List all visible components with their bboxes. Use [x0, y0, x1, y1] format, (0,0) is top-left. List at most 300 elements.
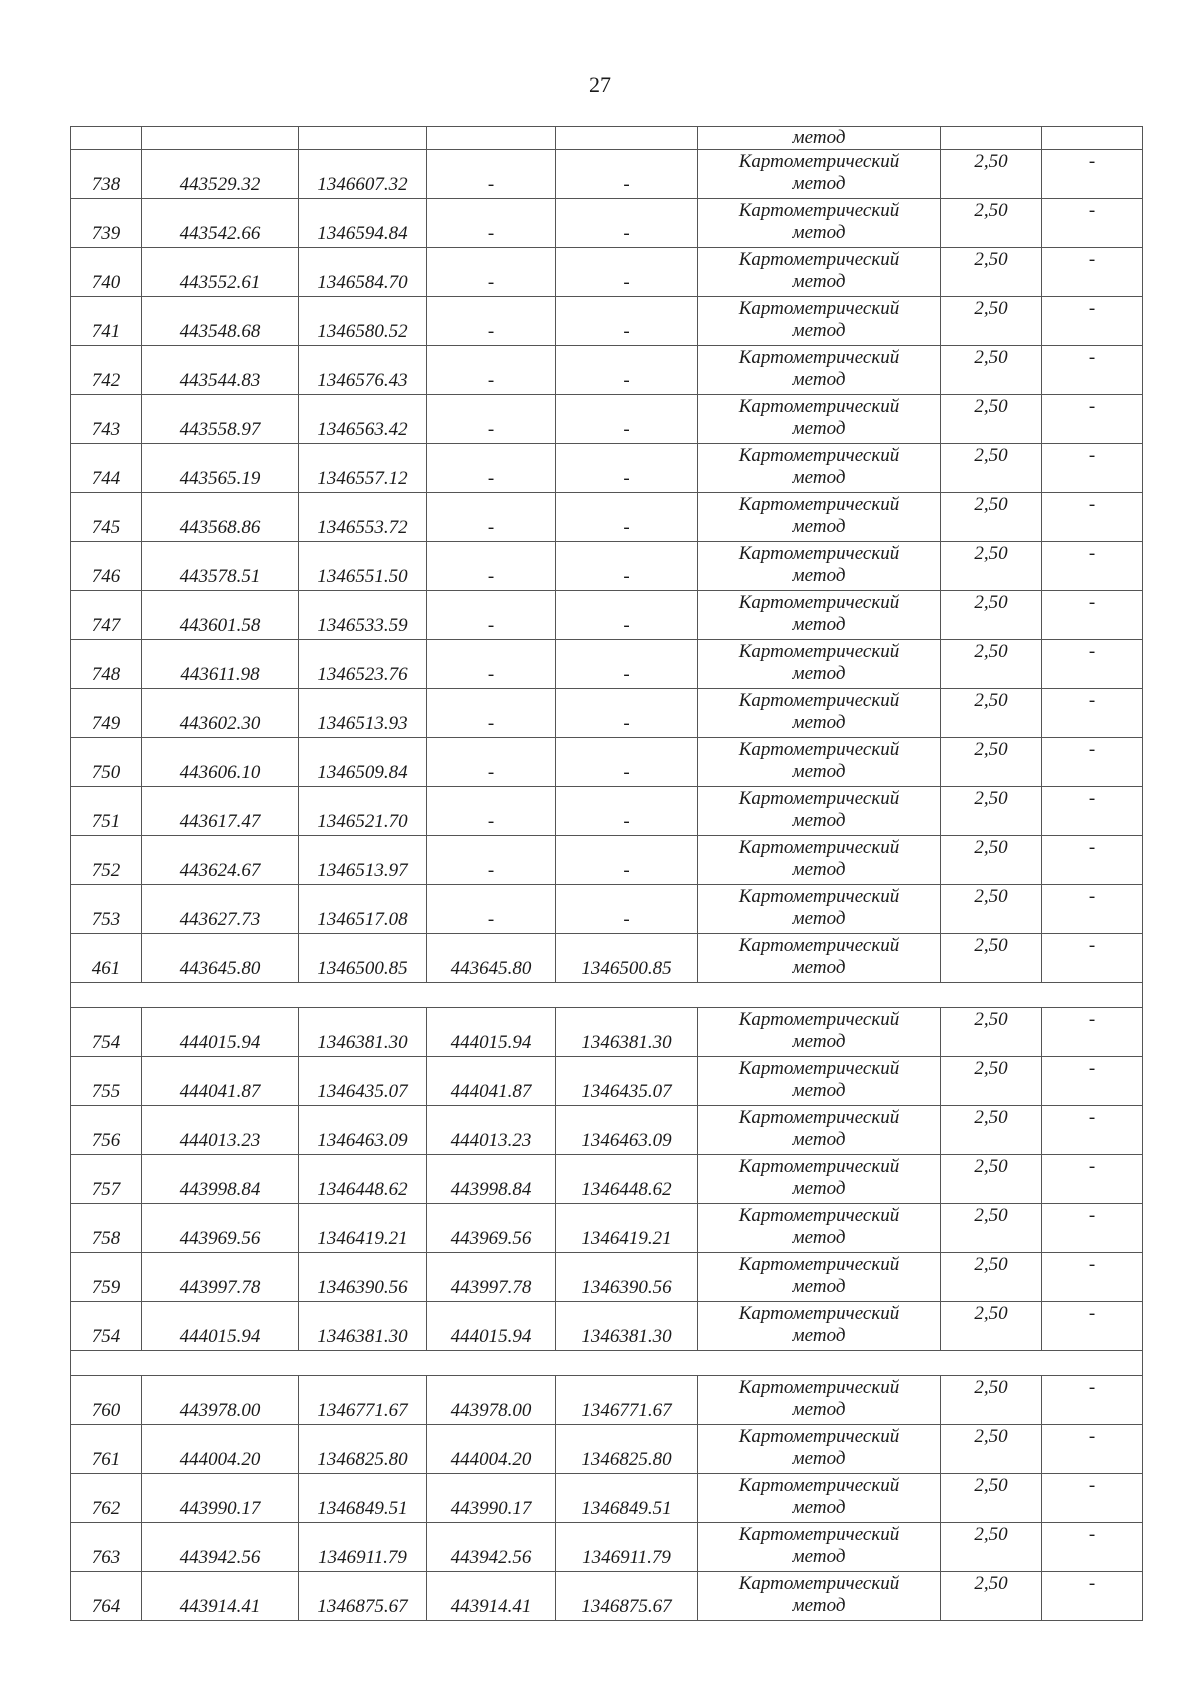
cell-y: 1346381.30 [299, 1302, 427, 1351]
cell-y2: - [556, 542, 698, 591]
method-line-2: метод [792, 614, 846, 635]
cell-method [698, 1474, 941, 1523]
cell-y2: - [556, 444, 698, 493]
cell-y: 1346448.62 [299, 1155, 427, 1204]
method-line-2: метод [792, 761, 846, 782]
cell-x: 443942.56 [142, 1523, 299, 1572]
cell-y: 1346500.85 [299, 934, 427, 983]
cell-y: 1346875.67 [299, 1572, 427, 1621]
cell-x2: - [427, 591, 556, 640]
cell-method [698, 1376, 941, 1425]
cell-method [698, 542, 941, 591]
method-line-1: Картометрический [738, 641, 900, 662]
cell-method [698, 297, 941, 346]
cell-extra: - [1042, 542, 1143, 591]
method-line-2: метод [792, 369, 846, 390]
cell-x2: - [427, 150, 556, 199]
method-line-2: метод [792, 712, 846, 733]
cell-x2: 444015.94 [427, 1008, 556, 1057]
cell-x2: 443998.84 [427, 1155, 556, 1204]
table-row [71, 1302, 1143, 1351]
method-line-1: Картометрический [738, 494, 900, 515]
cell-point: 738 [71, 150, 142, 199]
table-row [71, 885, 1143, 934]
method-line-1: Картометрический [738, 1156, 900, 1177]
cell-y2: - [556, 787, 698, 836]
method-line-1: Картометрический [738, 151, 900, 172]
cell-error: 2,50 [941, 1572, 1042, 1621]
cell-y2: - [556, 640, 698, 689]
method-line-1: Картометрический [738, 1524, 900, 1545]
cell-x: 443542.66 [142, 199, 299, 248]
method-line-2: метод [792, 1178, 846, 1199]
cell-y2: 1346875.67 [556, 1572, 698, 1621]
cell-x2: 443969.56 [427, 1204, 556, 1253]
cell-y: 1346771.67 [299, 1376, 427, 1425]
cell-extra: - [1042, 1523, 1143, 1572]
method-line-2: метод [792, 1080, 846, 1101]
table-row [71, 1106, 1143, 1155]
table-row [71, 199, 1143, 248]
table-row [71, 738, 1143, 787]
cell-method [698, 787, 941, 836]
cell-x2: 443990.17 [427, 1474, 556, 1523]
cell-x: 443568.86 [142, 493, 299, 542]
cell-x: 444004.20 [142, 1425, 299, 1474]
cell-error: 2,50 [941, 591, 1042, 640]
cell-point: 741 [71, 297, 142, 346]
method-line-2: метод [792, 908, 846, 929]
cell-y2: - [556, 199, 698, 248]
method-line-1: Картометрический [738, 837, 900, 858]
cell-y: 1346419.21 [299, 1204, 427, 1253]
cell-y: 1346594.84 [299, 199, 427, 248]
cell-method [698, 836, 941, 885]
cell-x2: - [427, 787, 556, 836]
cell-method [698, 150, 941, 199]
cell-extra: - [1042, 640, 1143, 689]
cell-method [698, 738, 941, 787]
cell-point: 759 [71, 1253, 142, 1302]
table-row [71, 248, 1143, 297]
cell-extra: - [1042, 346, 1143, 395]
table-row [71, 1008, 1143, 1057]
cell-y2: - [556, 248, 698, 297]
cell-point: 763 [71, 1523, 142, 1572]
cell-point: 743 [71, 395, 142, 444]
cell-x2: 443942.56 [427, 1523, 556, 1572]
cell-error: 2,50 [941, 640, 1042, 689]
table-row [71, 787, 1143, 836]
cell-method [698, 1572, 941, 1621]
cell-point: 752 [71, 836, 142, 885]
cell-extra: - [1042, 248, 1143, 297]
table-row [71, 640, 1143, 689]
cell-point: 751 [71, 787, 142, 836]
cell-method [698, 1253, 941, 1302]
cell-extra: - [1042, 395, 1143, 444]
cell-x: 443645.80 [142, 934, 299, 983]
cell-x: 443978.00 [142, 1376, 299, 1425]
cell-extra: - [1042, 1204, 1143, 1253]
table-row [71, 493, 1143, 542]
cell-y2: 1346381.30 [556, 1008, 698, 1057]
cell-x2: 444041.87 [427, 1057, 556, 1106]
cell-y: 1346576.43 [299, 346, 427, 395]
cell-method [698, 1057, 941, 1106]
cell-y2: - [556, 591, 698, 640]
table-row [71, 689, 1143, 738]
cell-extra: - [1042, 1253, 1143, 1302]
cell-method [698, 395, 941, 444]
method-line-2: метод [792, 663, 846, 684]
cell-x: 443997.78 [142, 1253, 299, 1302]
cell-x: 443624.67 [142, 836, 299, 885]
cell-method [698, 1155, 941, 1204]
cell-y2: 1346419.21 [556, 1204, 698, 1253]
cell-extra: - [1042, 689, 1143, 738]
cell-method [698, 640, 941, 689]
cell-y2: 1346448.62 [556, 1155, 698, 1204]
cell-error: 2,50 [941, 787, 1042, 836]
cell-y: 1346557.12 [299, 444, 427, 493]
cell-x2: - [427, 836, 556, 885]
cell-y: 1346390.56 [299, 1253, 427, 1302]
cell-x2: 444013.23 [427, 1106, 556, 1155]
cell-extra: - [1042, 787, 1143, 836]
cell-error: 2,50 [941, 1106, 1042, 1155]
cell-point: 753 [71, 885, 142, 934]
cell-x: 444015.94 [142, 1302, 299, 1351]
coordinates-table [70, 126, 1143, 1621]
cell-y: 1346509.84 [299, 738, 427, 787]
method-line-2: метод [792, 173, 846, 194]
cell-y: 1346825.80 [299, 1425, 427, 1474]
cell-error: 2,50 [941, 1204, 1042, 1253]
cell-x: 443578.51 [142, 542, 299, 591]
cell-x2: - [427, 395, 556, 444]
table-row [71, 297, 1143, 346]
cell-error: 2,50 [941, 395, 1042, 444]
cell-x: 443627.73 [142, 885, 299, 934]
cell-error: 2,50 [941, 1302, 1042, 1351]
cell-method [698, 1204, 941, 1253]
cell-y: 1346533.59 [299, 591, 427, 640]
cell-extra: - [1042, 444, 1143, 493]
method-line-2: метод [792, 1399, 846, 1420]
cell-y: 1346435.07 [299, 1057, 427, 1106]
cell-error: 2,50 [941, 150, 1042, 199]
table-row [71, 395, 1143, 444]
cell-method [698, 591, 941, 640]
cell-extra: - [1042, 1106, 1143, 1155]
cell-x2: 444015.94 [427, 1302, 556, 1351]
cell-extra: - [1042, 199, 1143, 248]
cell-error: 2,50 [941, 248, 1042, 297]
cell-y: 1346911.79 [299, 1523, 427, 1572]
cell-y2: 1346463.09 [556, 1106, 698, 1155]
method-line-2: метод [792, 859, 846, 880]
cell-y2: - [556, 395, 698, 444]
method-line-2: метод [792, 418, 846, 439]
method-line-2: метод [792, 1595, 846, 1616]
cell-y: 1346517.08 [299, 885, 427, 934]
table-row [71, 444, 1143, 493]
page-number: 27 [589, 72, 611, 97]
cell-point: 754 [71, 1302, 142, 1351]
cell-error: 2,50 [941, 297, 1042, 346]
table-row [71, 836, 1143, 885]
cell-x: 443611.98 [142, 640, 299, 689]
cell-x: 444015.94 [142, 1008, 299, 1057]
table-row [71, 1057, 1143, 1106]
cell-y2: - [556, 836, 698, 885]
method-line-2: метод [792, 1546, 846, 1567]
cell-y2: 1346500.85 [556, 934, 698, 983]
cell-error: 2,50 [941, 1057, 1042, 1106]
method-line-1: Картометрический [738, 200, 900, 221]
cell-y: 1346513.97 [299, 836, 427, 885]
cell-y2: 1346381.30 [556, 1302, 698, 1351]
cell-error: 2,50 [941, 1155, 1042, 1204]
cell-extra: - [1042, 1474, 1143, 1523]
cell-extra: - [1042, 1425, 1143, 1474]
method-line-1: Картометрический [738, 543, 900, 564]
method-line-2: метод [792, 565, 846, 586]
cell-x2: 443978.00 [427, 1376, 556, 1425]
cell-x: 443606.10 [142, 738, 299, 787]
cell-error: 2,50 [941, 1425, 1042, 1474]
method-line-2: метод [792, 1129, 846, 1150]
cell-x2: - [427, 738, 556, 787]
method-line-2: метод [792, 320, 846, 341]
cell-point: 749 [71, 689, 142, 738]
table-row [71, 1474, 1143, 1523]
method-line-1: Картометрический [738, 298, 900, 319]
cell-point: 761 [71, 1425, 142, 1474]
method-line-2: метод [792, 1497, 846, 1518]
cell-point: 746 [71, 542, 142, 591]
cell-point: 755 [71, 1057, 142, 1106]
cell-method [698, 885, 941, 934]
cell-y2: - [556, 738, 698, 787]
method-line-2: метод [792, 957, 846, 978]
method-line-2: метод [792, 467, 846, 488]
cell-y2: - [556, 150, 698, 199]
cell-error: 2,50 [941, 885, 1042, 934]
cell-y: 1346381.30 [299, 1008, 427, 1057]
method-line-1: Картометрический [738, 1303, 900, 1324]
cell-point: 739 [71, 199, 142, 248]
cell-extra: - [1042, 738, 1143, 787]
method-line-1: Картометрический [738, 690, 900, 711]
cell-x2: 443645.80 [427, 934, 556, 983]
cell-error: 2,50 [941, 1474, 1042, 1523]
cell-method [698, 1523, 941, 1572]
table-row [71, 1253, 1143, 1302]
cell-point: 760 [71, 1376, 142, 1425]
table-row [71, 1523, 1143, 1572]
cell-extra: - [1042, 836, 1143, 885]
cell-x2: 444004.20 [427, 1425, 556, 1474]
cell-x: 443998.84 [142, 1155, 299, 1204]
cell-error: 2,50 [941, 199, 1042, 248]
cell-y2: 1346911.79 [556, 1523, 698, 1572]
cell-method [698, 689, 941, 738]
cell-x: 443601.58 [142, 591, 299, 640]
cell-point: 745 [71, 493, 142, 542]
table-row [71, 1376, 1143, 1425]
cell-error: 2,50 [941, 1253, 1042, 1302]
cell-extra: - [1042, 297, 1143, 346]
method-line-2: метод [792, 1276, 846, 1297]
cell-y: 1346553.72 [299, 493, 427, 542]
cell-extra: - [1042, 1155, 1143, 1204]
cell-y2: 1346435.07 [556, 1057, 698, 1106]
cell-y2: - [556, 885, 698, 934]
cell-x2: 443914.41 [427, 1572, 556, 1621]
table-row [71, 542, 1143, 591]
cell-extra: - [1042, 1057, 1143, 1106]
group-separator [71, 983, 1143, 1008]
method-line-1: Картометрический [738, 1254, 900, 1275]
table-row [71, 1155, 1143, 1204]
cell-point: 461 [71, 934, 142, 983]
cell-x: 443969.56 [142, 1204, 299, 1253]
table-row [71, 150, 1143, 199]
method-line-1: Картометрический [738, 1377, 900, 1398]
cell-y2: - [556, 346, 698, 395]
cell-point: 758 [71, 1204, 142, 1253]
cell-extra: - [1042, 150, 1143, 199]
cell-error: 2,50 [941, 493, 1042, 542]
cell-x: 443552.61 [142, 248, 299, 297]
cell-extra: - [1042, 493, 1143, 542]
method-line-2: метод [792, 1325, 846, 1346]
cell-error: 2,50 [941, 542, 1042, 591]
method-line-1: Картометрический [738, 1107, 900, 1128]
cell-point: 750 [71, 738, 142, 787]
cell-x2: - [427, 346, 556, 395]
method-line-1: Картометрический [738, 592, 900, 613]
cell-x: 443602.30 [142, 689, 299, 738]
method-line-2: метод [792, 1227, 846, 1248]
cell-y: 1346463.09 [299, 1106, 427, 1155]
cell-y: 1346584.70 [299, 248, 427, 297]
cell-extra: - [1042, 885, 1143, 934]
cell-x2: - [427, 199, 556, 248]
cell-x2: - [427, 248, 556, 297]
cell-method [698, 1008, 941, 1057]
cell-method [698, 493, 941, 542]
cell-x2: - [427, 444, 556, 493]
method-line-2: метод [792, 222, 846, 243]
cell-point: 742 [71, 346, 142, 395]
cell-extra: - [1042, 1376, 1143, 1425]
cell-error: 2,50 [941, 738, 1042, 787]
cell-method [698, 1302, 941, 1351]
table-row [71, 1204, 1143, 1253]
cell-x2: - [427, 640, 556, 689]
cell-point: 747 [71, 591, 142, 640]
method-line-2: метод [792, 271, 846, 292]
cell-x: 443914.41 [142, 1572, 299, 1621]
cell-point: 756 [71, 1106, 142, 1155]
table-row [71, 1425, 1143, 1474]
cell-method [698, 199, 941, 248]
cell-x2: - [427, 542, 556, 591]
cell-x: 444013.23 [142, 1106, 299, 1155]
method-line-1: Картометрический [738, 1058, 900, 1079]
continuation-row [71, 127, 1143, 150]
cell-x: 443544.83 [142, 346, 299, 395]
method-line-1: Картометрический [738, 396, 900, 417]
method-line-1: Картометрический [738, 249, 900, 270]
method-line-1: Картометрический [738, 445, 900, 466]
method-line-1: Картометрический [738, 1573, 900, 1594]
cell-point: 762 [71, 1474, 142, 1523]
cell-x2: - [427, 493, 556, 542]
method-line-1: Картометрический [738, 1205, 900, 1226]
method-line-1: Картометрический [738, 788, 900, 809]
cell-point: 754 [71, 1008, 142, 1057]
cell-extra: - [1042, 1008, 1143, 1057]
cell-y2: 1346825.80 [556, 1425, 698, 1474]
cell-y: 1346607.32 [299, 150, 427, 199]
cell-y: 1346521.70 [299, 787, 427, 836]
cell-y2: - [556, 493, 698, 542]
method-line-1: Картометрический [738, 1009, 900, 1030]
cell-x: 443565.19 [142, 444, 299, 493]
cell-error: 2,50 [941, 934, 1042, 983]
cell-method [698, 248, 941, 297]
cell-y: 1346551.50 [299, 542, 427, 591]
cell-y: 1346523.76 [299, 640, 427, 689]
cell-x2: - [427, 885, 556, 934]
cell-error: 2,50 [941, 836, 1042, 885]
cell-extra: - [1042, 934, 1143, 983]
method-line-2: метод [792, 1031, 846, 1052]
method-line-2: метод [792, 1448, 846, 1469]
cell-point: 757 [71, 1155, 142, 1204]
cell-y: 1346513.93 [299, 689, 427, 738]
cell-x: 443990.17 [142, 1474, 299, 1523]
table-row [71, 591, 1143, 640]
method-line-1: Картометрический [738, 1426, 900, 1447]
cell-x: 443548.68 [142, 297, 299, 346]
cell-point: 764 [71, 1572, 142, 1621]
cell-x: 444041.87 [142, 1057, 299, 1106]
method-line-2: метод [792, 810, 846, 831]
cell-y: 1346580.52 [299, 297, 427, 346]
cell-error: 2,50 [941, 689, 1042, 738]
continuation-method: метод [698, 127, 941, 150]
cell-extra: - [1042, 1572, 1143, 1621]
cell-error: 2,50 [941, 444, 1042, 493]
method-line-1: Картометрический [738, 347, 900, 368]
cell-x: 443558.97 [142, 395, 299, 444]
cell-y: 1346563.42 [299, 395, 427, 444]
cell-point: 744 [71, 444, 142, 493]
cell-error: 2,50 [941, 1523, 1042, 1572]
table-row [71, 346, 1143, 395]
cell-y2: 1346390.56 [556, 1253, 698, 1302]
cell-error: 2,50 [941, 346, 1042, 395]
cell-error: 2,50 [941, 1008, 1042, 1057]
method-line-1: Картометрический [738, 935, 900, 956]
method-line-1: Картометрический [738, 739, 900, 760]
cell-x2: - [427, 297, 556, 346]
